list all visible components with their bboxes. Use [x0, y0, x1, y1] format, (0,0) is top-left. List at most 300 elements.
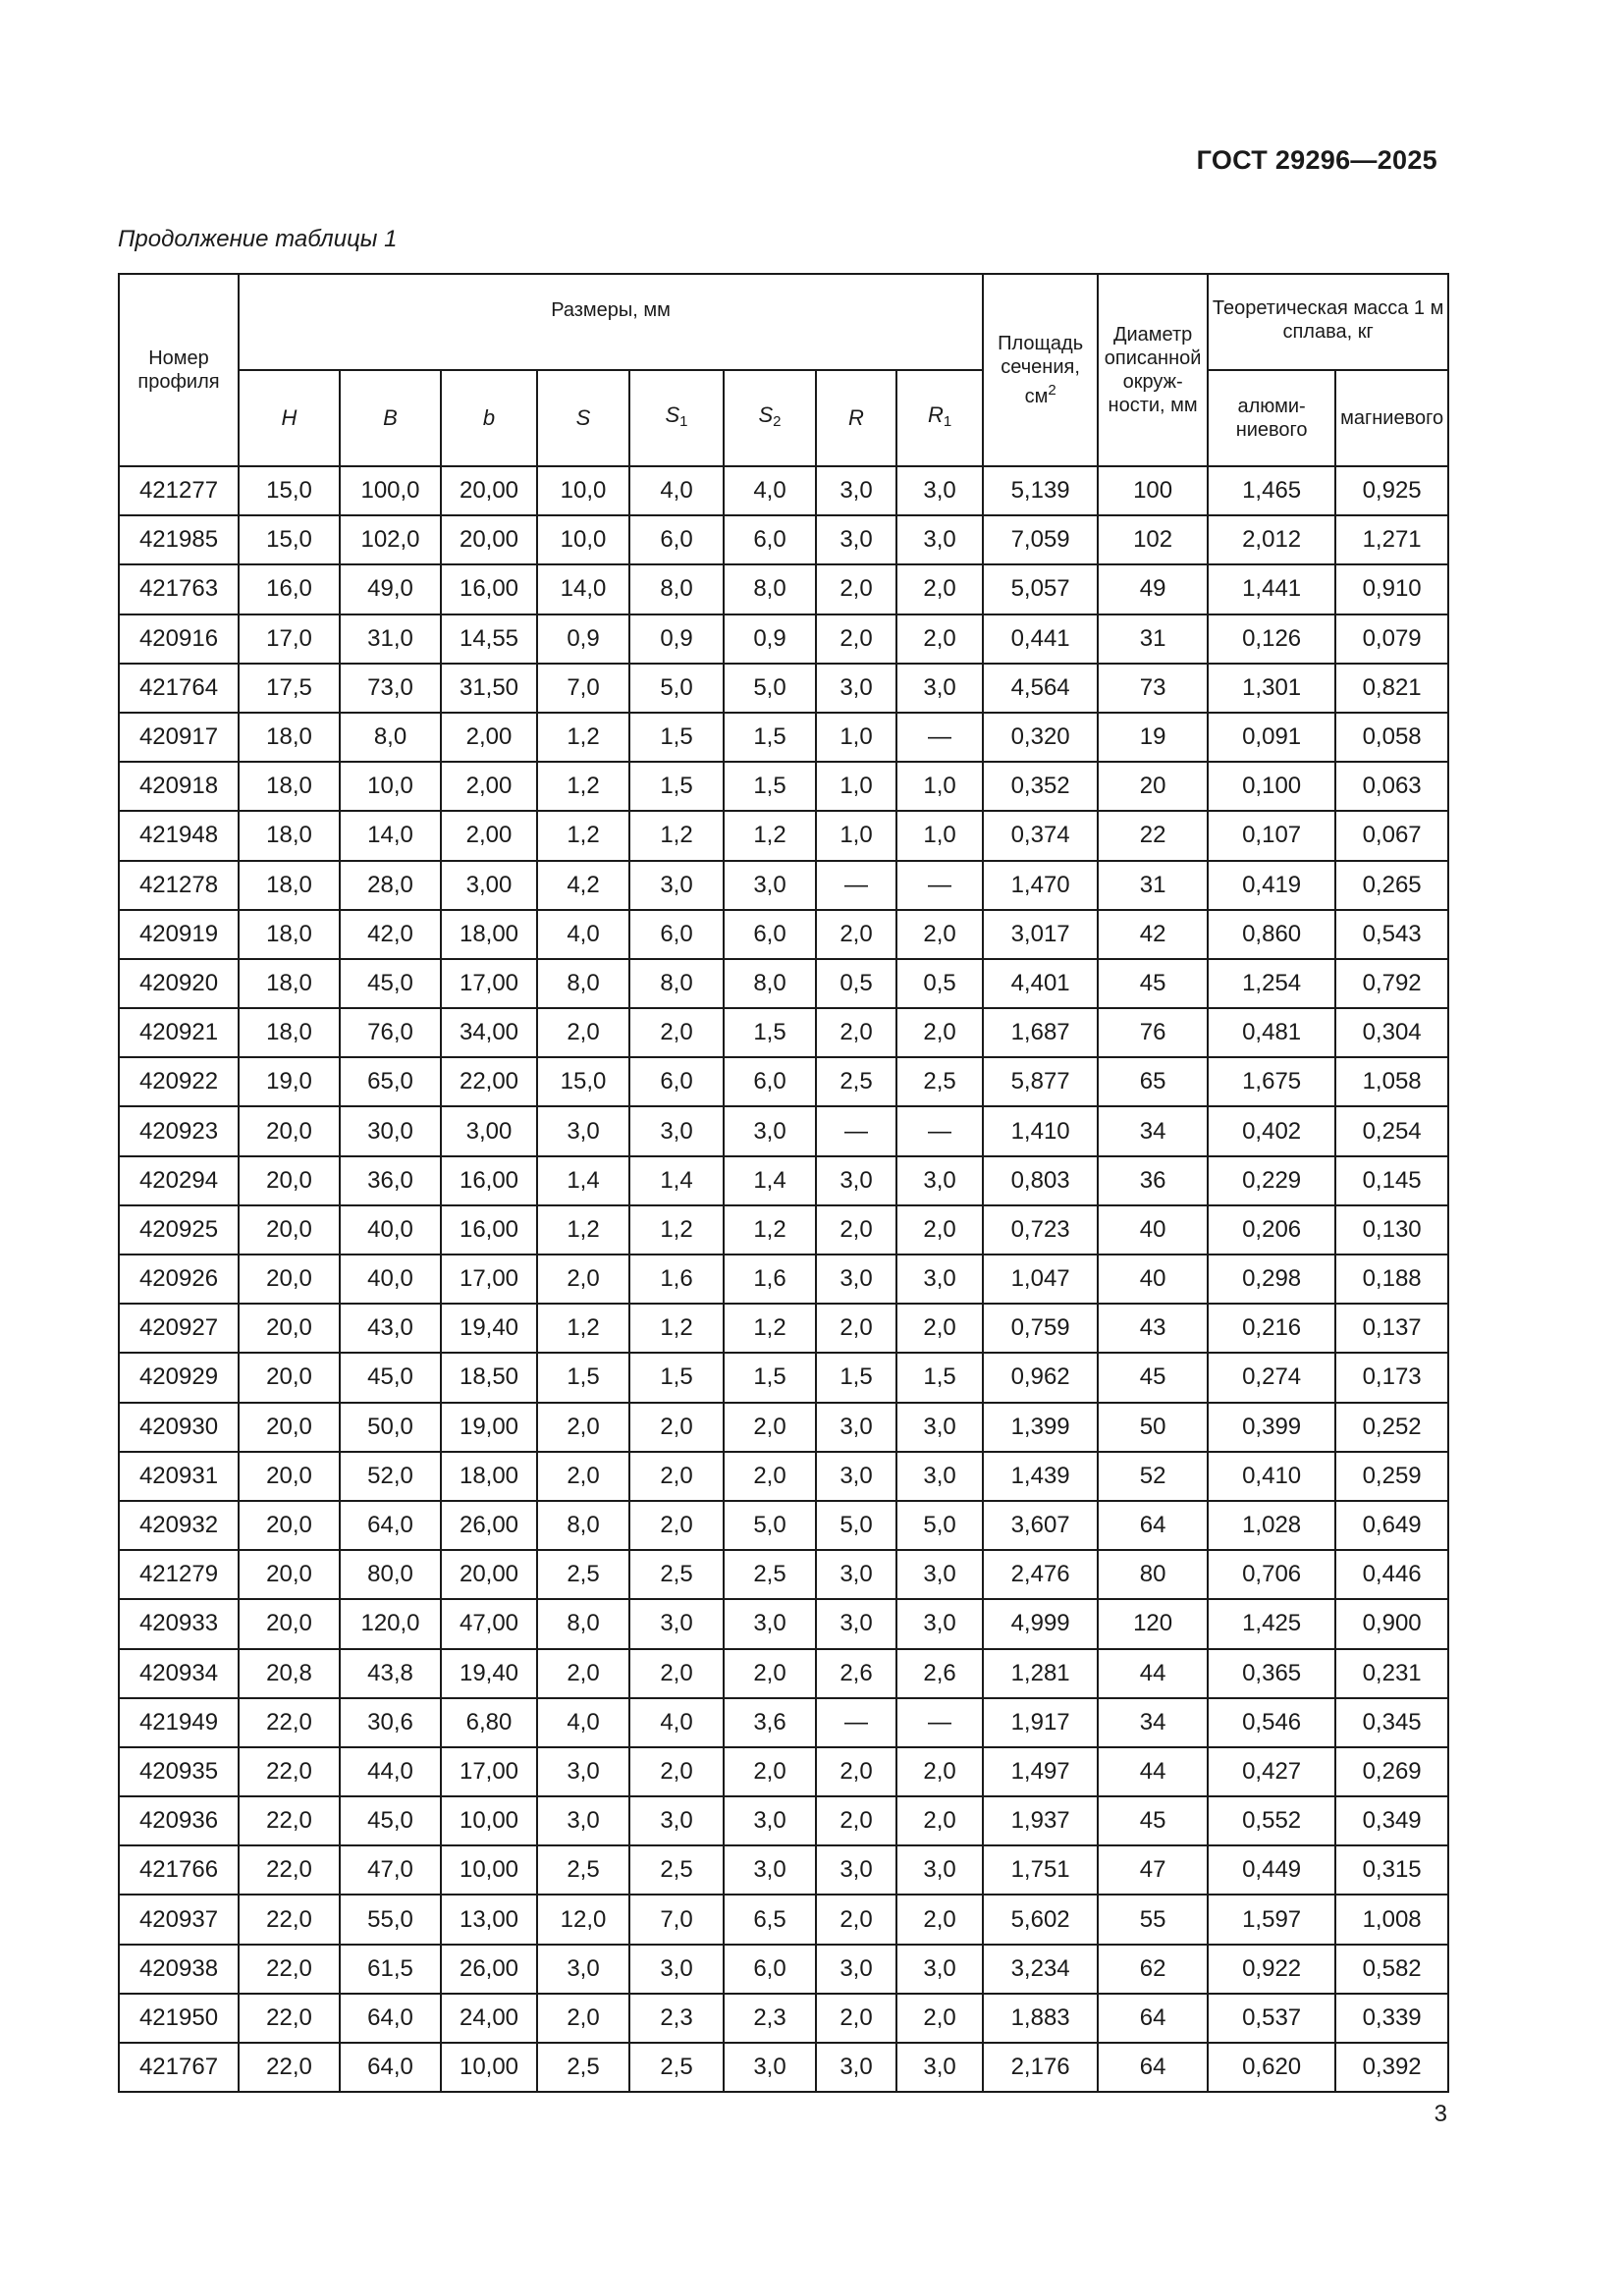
table-cell: 0,449 — [1208, 1845, 1335, 1895]
table-row — [119, 1156, 1448, 1205]
table-cell: 0,910 — [1335, 564, 1448, 614]
table-cell: 3,00 — [441, 1106, 537, 1155]
table-cell: 3,0 — [724, 1599, 816, 1648]
table-cell: 1,2 — [629, 1205, 724, 1255]
table-cell: 1,2 — [724, 1205, 816, 1255]
table-cell: 1,2 — [537, 811, 629, 860]
table-cell: 3,0 — [724, 861, 816, 910]
table-cell: 420931 — [119, 1452, 239, 1501]
table-cell: 2,0 — [724, 1452, 816, 1501]
table-cell: 2,0 — [629, 1649, 724, 1698]
table-cell: 14,55 — [441, 614, 537, 664]
table-cell: 10,00 — [441, 1796, 537, 1845]
table-row — [119, 1255, 1448, 1304]
table-cell: 0,206 — [1208, 1205, 1335, 1255]
table-cell: 1,937 — [983, 1796, 1098, 1845]
table-cell: 2,0 — [537, 1403, 629, 1452]
table-cell: 0,620 — [1208, 2043, 1335, 2092]
header-H: H — [239, 370, 340, 466]
table-cell: 3,0 — [629, 861, 724, 910]
table-cell: 420930 — [119, 1403, 239, 1452]
table-cell: 0,173 — [1335, 1353, 1448, 1402]
table-cell: 0,860 — [1208, 910, 1335, 959]
table-cell: 2,0 — [896, 910, 983, 959]
table-cell: 2,0 — [816, 1008, 896, 1057]
table-cell: 0,419 — [1208, 861, 1335, 910]
table-cell: 3,0 — [896, 515, 983, 564]
table-cell: 420923 — [119, 1106, 239, 1155]
table-cell: 2,5 — [629, 2043, 724, 2092]
table-cell: 19,00 — [441, 1403, 537, 1452]
table-cell: 100,0 — [340, 466, 441, 515]
table-cell: 0,339 — [1335, 1994, 1448, 2043]
table-cell: 0,274 — [1208, 1353, 1335, 1402]
table-row — [119, 1698, 1448, 1747]
table-cell: 1,470 — [983, 861, 1098, 910]
table-cell: 3,0 — [724, 1796, 816, 1845]
table-cell: 3,0 — [816, 1156, 896, 1205]
table-cell: 0,5 — [896, 959, 983, 1008]
table-cell: 421763 — [119, 564, 239, 614]
table-row — [119, 1452, 1448, 1501]
table-cell: 12,0 — [537, 1895, 629, 1944]
table-cell: 55,0 — [340, 1895, 441, 1944]
header-B: B — [340, 370, 441, 466]
table-cell: 4,0 — [537, 910, 629, 959]
table-cell: 10,0 — [537, 466, 629, 515]
table-cell: 2,5 — [629, 1550, 724, 1599]
table-cell: 8,0 — [724, 959, 816, 1008]
header-section-area: Площадь сечения, $см^2$ — [983, 274, 1098, 466]
header-S2: $S_2$ — [724, 370, 816, 466]
table-cell: 6,0 — [629, 910, 724, 959]
table-cell: 420929 — [119, 1353, 239, 1402]
table-cell: 50,0 — [340, 1403, 441, 1452]
table-row — [119, 664, 1448, 713]
table-cell: 1,751 — [983, 1845, 1098, 1895]
table-cell: 2,0 — [724, 1403, 816, 1452]
table-cell: 0,107 — [1208, 811, 1335, 860]
table-cell: 42,0 — [340, 910, 441, 959]
table-cell: 0,5 — [816, 959, 896, 1008]
table-cell: 20,00 — [441, 466, 537, 515]
table-row — [119, 1106, 1448, 1155]
table-cell: 2,3 — [724, 1994, 816, 2043]
table-cell: 0,188 — [1335, 1255, 1448, 1304]
table-cell: 2,0 — [537, 1452, 629, 1501]
table-cell: 1,047 — [983, 1255, 1098, 1304]
table-cell: 0,259 — [1335, 1452, 1448, 1501]
table-cell: 16,00 — [441, 564, 537, 614]
table-cell: 2,0 — [537, 1994, 629, 2043]
table-cell: 1,5 — [537, 1353, 629, 1402]
table-cell: 2,5 — [537, 1550, 629, 1599]
table-cell: 0,582 — [1335, 1945, 1448, 1994]
table-cell: 20,0 — [239, 1304, 340, 1353]
table-cell: 1,5 — [816, 1353, 896, 1402]
table-cell: 1,2 — [724, 1304, 816, 1353]
table-cell: 1,6 — [724, 1255, 816, 1304]
table-cell: 36 — [1098, 1156, 1208, 1205]
table-cell: 0,216 — [1208, 1304, 1335, 1353]
table-cell: 1,5 — [724, 762, 816, 811]
table-cell: 19,40 — [441, 1304, 537, 1353]
table-cell: — — [816, 1106, 896, 1155]
table-cell: 3,0 — [896, 1452, 983, 1501]
table-cell: 5,139 — [983, 466, 1098, 515]
standard-code: ГОСТ 29296—2025 — [1196, 145, 1437, 175]
table-cell: 40,0 — [340, 1255, 441, 1304]
table-cell: 34 — [1098, 1106, 1208, 1155]
table-cell: 420935 — [119, 1747, 239, 1796]
table-cell: 3,0 — [816, 1599, 896, 1648]
table-cell: 100 — [1098, 466, 1208, 515]
table-cell: 2,0 — [816, 1747, 896, 1796]
table-cell: 0,374 — [983, 811, 1098, 860]
table-cell: 20 — [1098, 762, 1208, 811]
table-cell: 1,465 — [1208, 466, 1335, 515]
table-caption: Продолжение таблицы 1 — [118, 226, 398, 252]
table-cell: 421278 — [119, 861, 239, 910]
table-row — [119, 515, 1448, 564]
table-cell: 2,0 — [537, 1255, 629, 1304]
table-cell: 7,0 — [537, 664, 629, 713]
table-cell: 2,00 — [441, 811, 537, 860]
table-cell: 3,607 — [983, 1501, 1098, 1550]
table-cell: 2,5 — [629, 1845, 724, 1895]
table-cell: 1,058 — [1335, 1057, 1448, 1106]
header-magnesium: магниевого — [1335, 370, 1448, 466]
table-cell: 1,597 — [1208, 1895, 1335, 1944]
table-cell: 0,759 — [983, 1304, 1098, 1353]
table-cell: 1,4 — [537, 1156, 629, 1205]
table-cell: 0,9 — [629, 614, 724, 664]
table-cell: 20,0 — [239, 1353, 340, 1402]
table-cell: 2,5 — [537, 2043, 629, 2092]
table-cell: 20,00 — [441, 515, 537, 564]
table-cell: 420936 — [119, 1796, 239, 1845]
table-cell: 17,5 — [239, 664, 340, 713]
table-cell: 3,0 — [816, 1550, 896, 1599]
table-cell: 1,441 — [1208, 564, 1335, 614]
table-cell: 1,399 — [983, 1403, 1098, 1452]
table-cell: 22,0 — [239, 1994, 340, 2043]
table-cell: 0,058 — [1335, 713, 1448, 762]
table-cell: 0,145 — [1335, 1156, 1448, 1205]
table-cell: 30,0 — [340, 1106, 441, 1155]
table-row — [119, 1845, 1448, 1895]
table-cell: 1,2 — [537, 762, 629, 811]
header-S: S — [537, 370, 629, 466]
table-row — [119, 1205, 1448, 1255]
table-cell: 3,00 — [441, 861, 537, 910]
table-row — [119, 1403, 1448, 1452]
table-cell: 22,0 — [239, 1747, 340, 1796]
table-cell: 80 — [1098, 1550, 1208, 1599]
table-cell: 420934 — [119, 1649, 239, 1698]
table-cell: 420933 — [119, 1599, 239, 1648]
table-cell: 18,0 — [239, 1008, 340, 1057]
table-cell: 3,0 — [816, 664, 896, 713]
table-cell: 2,0 — [896, 1304, 983, 1353]
table-cell: 421948 — [119, 811, 239, 860]
table-cell: 64,0 — [340, 1994, 441, 2043]
table-cell: 3,0 — [896, 1845, 983, 1895]
table-cell: 3,0 — [896, 664, 983, 713]
table-cell: 420294 — [119, 1156, 239, 1205]
table-cell: 0,079 — [1335, 614, 1448, 664]
table-cell: 0,481 — [1208, 1008, 1335, 1057]
table-cell: 2,0 — [896, 614, 983, 664]
table-cell: 5,0 — [816, 1501, 896, 1550]
table-cell: 2,5 — [816, 1057, 896, 1106]
table-cell: 421279 — [119, 1550, 239, 1599]
table-cell: 2,0 — [896, 1205, 983, 1255]
table-row — [119, 1994, 1448, 2043]
table-row — [119, 1501, 1448, 1550]
table-row — [119, 1304, 1448, 1353]
table-cell: 44,0 — [340, 1747, 441, 1796]
table-cell: 1,0 — [896, 762, 983, 811]
table-cell: 40,0 — [340, 1205, 441, 1255]
table-cell: 0,091 — [1208, 713, 1335, 762]
table-cell: 17,00 — [441, 1255, 537, 1304]
table-cell: 0,706 — [1208, 1550, 1335, 1599]
table-cell: 20,0 — [239, 1255, 340, 1304]
table-cell: 0,402 — [1208, 1106, 1335, 1155]
table-cell: 0,649 — [1335, 1501, 1448, 1550]
table-cell: 14,0 — [537, 564, 629, 614]
table-cell: 0,269 — [1335, 1747, 1448, 1796]
table-cell: 42 — [1098, 910, 1208, 959]
table-cell: 3,0 — [896, 1255, 983, 1304]
table-cell: 62 — [1098, 1945, 1208, 1994]
table-cell: — — [816, 1698, 896, 1747]
table-cell: 1,883 — [983, 1994, 1098, 2043]
table-cell: 3,0 — [537, 1796, 629, 1845]
table-cell: 421767 — [119, 2043, 239, 2092]
table-cell: 19 — [1098, 713, 1208, 762]
table-cell: 16,0 — [239, 564, 340, 614]
table-cell: 20,0 — [239, 1205, 340, 1255]
table-cell: 0,552 — [1208, 1796, 1335, 1845]
table-cell: 0,792 — [1335, 959, 1448, 1008]
table-cell: 0,546 — [1208, 1698, 1335, 1747]
table-cell: 2,0 — [629, 1403, 724, 1452]
table-cell: 420927 — [119, 1304, 239, 1353]
table-row — [119, 1008, 1448, 1057]
table-cell: 1,008 — [1335, 1895, 1448, 1944]
table-cell: 3,0 — [896, 2043, 983, 2092]
table-cell: 17,0 — [239, 614, 340, 664]
table-cell: 0,315 — [1335, 1845, 1448, 1895]
table-cell: 1,2 — [629, 811, 724, 860]
table-cell: 3,0 — [537, 1945, 629, 1994]
table-cell: 8,0 — [537, 1501, 629, 1550]
table-cell: 1,301 — [1208, 664, 1335, 713]
table-cell: 4,0 — [629, 1698, 724, 1747]
table-cell: — — [896, 1106, 983, 1155]
table-cell: 0,399 — [1208, 1403, 1335, 1452]
table-cell: 45 — [1098, 959, 1208, 1008]
table-cell: 8,0 — [537, 1599, 629, 1648]
header-profile-number: Номер профиля — [119, 274, 239, 466]
table-cell: 120,0 — [340, 1599, 441, 1648]
table-cell: 4,401 — [983, 959, 1098, 1008]
table-cell: 6,0 — [629, 515, 724, 564]
table-cell: 1,0 — [816, 713, 896, 762]
table-cell: 20,0 — [239, 1156, 340, 1205]
table-cell: 0,298 — [1208, 1255, 1335, 1304]
table-cell: 0,925 — [1335, 466, 1448, 515]
header-dimensions: Размеры, мм — [239, 274, 983, 370]
table-cell: 3,0 — [896, 1550, 983, 1599]
table-cell: 1,254 — [1208, 959, 1335, 1008]
table-cell: 3,0 — [629, 1945, 724, 1994]
table-cell: 22,0 — [239, 1895, 340, 1944]
table-cell: 3,0 — [629, 1599, 724, 1648]
table-cell: 421950 — [119, 1994, 239, 2043]
table-cell: 5,057 — [983, 564, 1098, 614]
table-cell: 16,00 — [441, 1156, 537, 1205]
table-cell: 4,0 — [724, 466, 816, 515]
table-cell: 28,0 — [340, 861, 441, 910]
table-cell: 421949 — [119, 1698, 239, 1747]
table-cell: 5,0 — [724, 664, 816, 713]
table-cell: 2,0 — [816, 1796, 896, 1845]
table-cell: 8,0 — [724, 564, 816, 614]
table-cell: 2,0 — [896, 1747, 983, 1796]
table-cell: 65 — [1098, 1057, 1208, 1106]
table-cell: 2,0 — [816, 910, 896, 959]
table-cell: 420916 — [119, 614, 239, 664]
header-aluminium: алюминиевого — [1208, 370, 1335, 466]
table-body — [119, 466, 1448, 2092]
table-cell: 2,0 — [629, 1501, 724, 1550]
table-cell: 1,4 — [724, 1156, 816, 1205]
table-cell: 3,0 — [816, 1845, 896, 1895]
table-cell: 0,265 — [1335, 861, 1448, 910]
table-cell: 30,6 — [340, 1698, 441, 1747]
table-cell: 80,0 — [340, 1550, 441, 1599]
table-cell: 10,0 — [340, 762, 441, 811]
table-cell: 0,126 — [1208, 614, 1335, 664]
table-cell: 0,537 — [1208, 1994, 1335, 2043]
table-cell: 22,0 — [239, 1698, 340, 1747]
table-cell: 3,0 — [896, 466, 983, 515]
table-cell: 4,0 — [537, 1698, 629, 1747]
table-cell: 64,0 — [340, 2043, 441, 2092]
table-cell: 1,2 — [724, 811, 816, 860]
table-cell: 1,4 — [629, 1156, 724, 1205]
table-cell: 17,00 — [441, 959, 537, 1008]
table-cell: 2,00 — [441, 713, 537, 762]
table-cell: 43 — [1098, 1304, 1208, 1353]
page-number: 3 — [1434, 2101, 1447, 2127]
table-cell: 5,0 — [629, 664, 724, 713]
table-cell: 0,067 — [1335, 811, 1448, 860]
table-cell: 3,0 — [816, 1945, 896, 1994]
header-R1: $R_1$ — [896, 370, 983, 466]
table-cell: 0,100 — [1208, 762, 1335, 811]
table-cell: 6,0 — [724, 1057, 816, 1106]
table-cell: 22,0 — [239, 1796, 340, 1845]
table-cell: 22,0 — [239, 1945, 340, 1994]
table-cell: 2,0 — [816, 1205, 896, 1255]
table-cell: 15,0 — [239, 515, 340, 564]
table-cell: 0,130 — [1335, 1205, 1448, 1255]
table-cell: 44 — [1098, 1747, 1208, 1796]
table-row — [119, 811, 1448, 860]
table-cell: 3,0 — [629, 1106, 724, 1155]
table-row — [119, 1895, 1448, 1944]
table-cell: 2,0 — [629, 1008, 724, 1057]
table-cell: 45,0 — [340, 1796, 441, 1845]
table-cell: 18,00 — [441, 1452, 537, 1501]
table-cell: 2,5 — [896, 1057, 983, 1106]
table-cell: 5,602 — [983, 1895, 1098, 1944]
table-cell: 61,5 — [340, 1945, 441, 1994]
table-row — [119, 762, 1448, 811]
profile-table — [118, 273, 1449, 2093]
table-cell: 3,0 — [816, 2043, 896, 2092]
table-cell: 420932 — [119, 1501, 239, 1550]
table-cell: 1,5 — [896, 1353, 983, 1402]
table-cell: 7,059 — [983, 515, 1098, 564]
table-cell: 420921 — [119, 1008, 239, 1057]
table-cell: 49 — [1098, 564, 1208, 614]
table-cell: 5,877 — [983, 1057, 1098, 1106]
table-cell: 2,00 — [441, 762, 537, 811]
table-cell: 10,0 — [537, 515, 629, 564]
table-cell: 0,352 — [983, 762, 1098, 811]
table-cell: 0,320 — [983, 713, 1098, 762]
table-cell: 3,0 — [896, 1403, 983, 1452]
table-cell: 20,0 — [239, 1599, 340, 1648]
table-cell: 5,0 — [896, 1501, 983, 1550]
table-cell: 73,0 — [340, 664, 441, 713]
table-row — [119, 2043, 1448, 2092]
table-cell: 3,0 — [816, 466, 896, 515]
table-cell: 64 — [1098, 1501, 1208, 1550]
table-row — [119, 1353, 1448, 1402]
table-cell: 1,425 — [1208, 1599, 1335, 1648]
table-cell: 102 — [1098, 515, 1208, 564]
table-cell: 421277 — [119, 466, 239, 515]
table-cell: 45,0 — [340, 1353, 441, 1402]
table-cell: 7,0 — [629, 1895, 724, 1944]
table-cell: 3,0 — [816, 1403, 896, 1452]
table-cell: 20,0 — [239, 1550, 340, 1599]
table-cell: 3,0 — [816, 1452, 896, 1501]
table-cell: 3,0 — [724, 1106, 816, 1155]
table-cell: 8,0 — [537, 959, 629, 1008]
table-cell: 20,0 — [239, 1106, 340, 1155]
table-cell: 19,40 — [441, 1649, 537, 1698]
table-cell: 50 — [1098, 1403, 1208, 1452]
table-cell: 16,00 — [441, 1205, 537, 1255]
table-cell: 2,0 — [724, 1747, 816, 1796]
table-cell: 420938 — [119, 1945, 239, 1994]
table-cell: 420919 — [119, 910, 239, 959]
table-cell: 19,0 — [239, 1057, 340, 1106]
table-cell: 0,365 — [1208, 1649, 1335, 1698]
table-cell: 24,00 — [441, 1994, 537, 2043]
table-cell: 0,427 — [1208, 1747, 1335, 1796]
table-cell: 0,137 — [1335, 1304, 1448, 1353]
table-cell: 2,6 — [896, 1649, 983, 1698]
header-R: R — [816, 370, 896, 466]
